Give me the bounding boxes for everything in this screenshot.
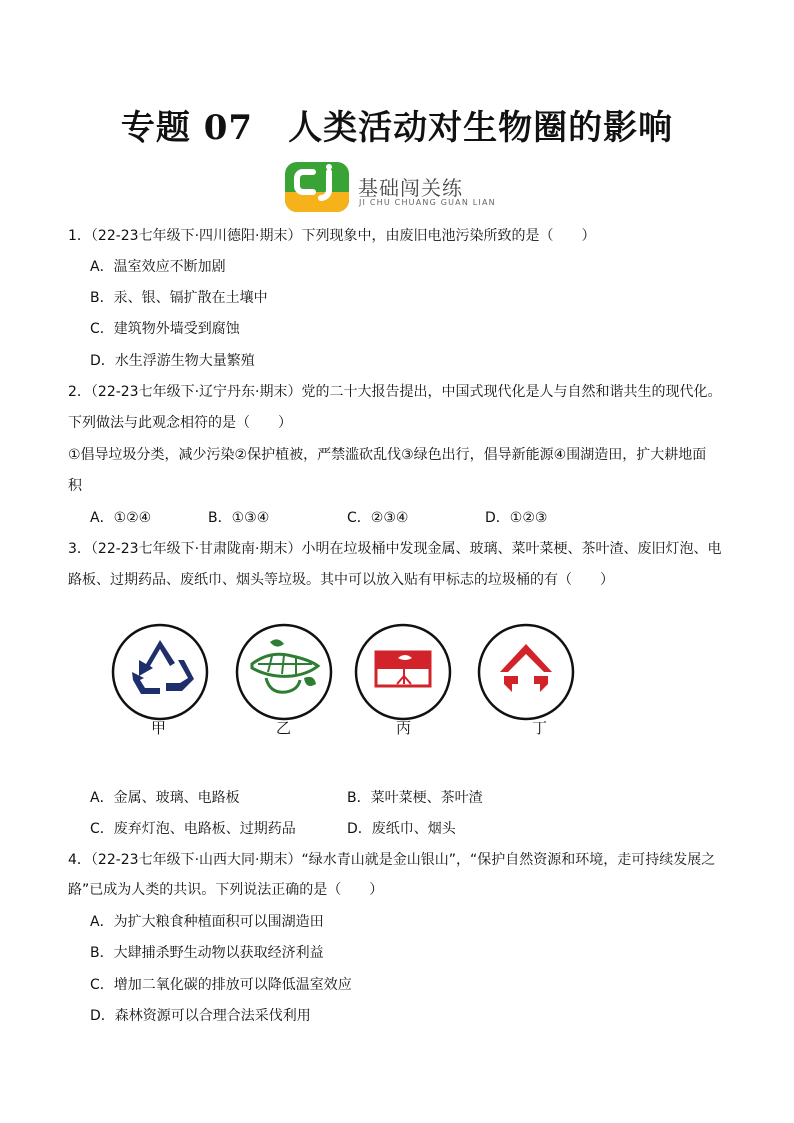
question-1-option-d: D．水生浮游生物大量繁殖 <box>90 353 255 369</box>
question-2-stem-line-3: ①倡导垃圾分类，减少污染②保护植被，严禁滥砍乱伐③绿色出行，倡导新能源④围湖造田，扩大耕地面 <box>68 447 707 463</box>
kitchen-waste-symbol-icon <box>237 625 331 719</box>
question-2-option-b: B．①③④ <box>208 510 270 526</box>
question-3-option-d: D．废纸巾、烟头 <box>347 821 456 837</box>
banner-title: 基础闯关练 <box>358 176 463 200</box>
question-3-option-a: A．金属、玻璃、电路板 <box>90 790 240 806</box>
other-waste-symbol-icon <box>479 625 573 719</box>
hazardous-symbol-icon <box>356 625 450 719</box>
symbol-label-yi: 乙 <box>276 719 292 737</box>
question-3-option-b: B．菜叶菜梗、茶叶渣 <box>347 790 483 806</box>
question-4-option-a: A．为扩大粮食种植面积可以围湖造田 <box>90 914 324 930</box>
question-4-stem-line-1: 4．（22-23七年级下·山西大同·期末）“绿水青山就是金山银山”，“保护自然资源和环境，走可持续发展之 <box>68 852 716 868</box>
question-3-option-c: C．废弃灯泡、电路板、过期药品 <box>90 821 296 837</box>
question-1-option-c: C．建筑物外墙受到腐蚀 <box>90 321 240 337</box>
question-3-stem-line-1: 3．（22-23七年级下·甘肃陇南·期末）小明在垃圾桶中发现金属、玻璃、菜叶菜梗、茶叶渣、废旧灯泡、电 <box>68 541 722 557</box>
question-4-stem-line-2: 路”已成为人类的共识。下列说法正确的是（ ） <box>68 882 384 898</box>
question-1-option-a: A．温室效应不断加剧 <box>90 259 226 275</box>
question-3-stem-line-2: 路板、过期药品、废纸巾、烟头等垃圾。其中可以放入贴有甲标志的垃圾桶的有（ ） <box>68 572 614 588</box>
question-1-option-b: B．汞、银、镉扩散在土壤中 <box>90 290 268 306</box>
question-4-option-d: D．森林资源可以合理合法采伐利用 <box>90 1008 311 1024</box>
question-4-option-c: C．增加二氧化碳的排放可以降低温室效应 <box>90 977 352 993</box>
symbol-label-ding: 丁 <box>532 719 548 737</box>
question-1-stem-line-1: 1．（22-23七年级下·四川德阳·期末）下列现象中，由废旧电池污染所致的是（ ） <box>68 228 596 244</box>
page-title: 专题 07 人类活动对生物圈的影响 <box>120 108 674 148</box>
question-2-stem-line-4: 积 <box>68 478 82 494</box>
question-2-stem-line-1: 2．（22-23七年级下·辽宁丹东·期末）党的二十大报告提出，中国式现代化是人与自然和谐共生的现代化。 <box>68 384 722 400</box>
question-2-option-c: C．②③④ <box>347 510 409 526</box>
question-2-stem-line-2: 下列做法与此观念相符的是（ ） <box>68 415 292 431</box>
question-2-option-d: D．①②③ <box>485 510 548 526</box>
banner-subtitle: JI CHU CHUANG GUAN LIAN <box>359 198 496 207</box>
recyclable-symbol-icon <box>113 625 207 719</box>
symbol-label-bing: 丙 <box>396 719 412 737</box>
symbol-label-jia: 甲 <box>151 719 167 737</box>
question-4-option-b: B．大肆捕杀野生动物以获取经济利益 <box>90 945 324 961</box>
question-2-option-a: A．①②④ <box>90 510 152 526</box>
